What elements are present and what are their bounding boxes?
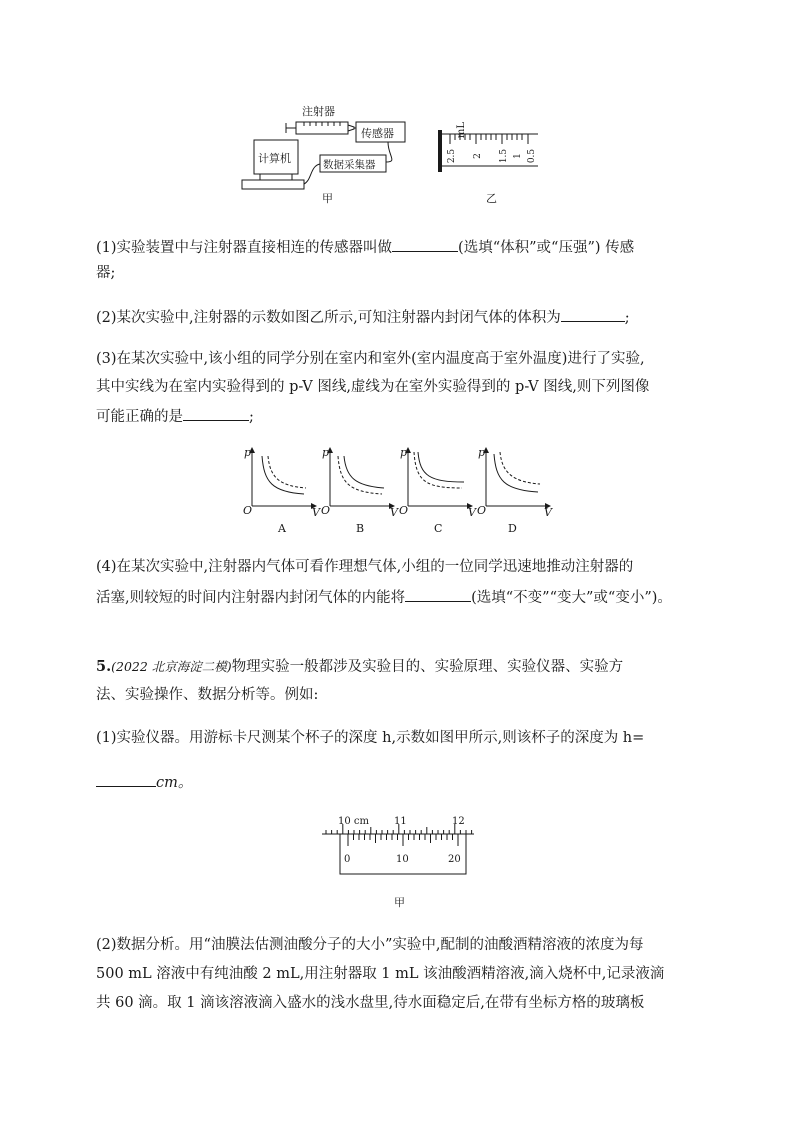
q2-line: [96, 306, 630, 328]
scale-tick-label: 2: [473, 153, 483, 159]
q2-text-after: ;: [624, 310, 630, 326]
q3-line2: 其中实线为在室内实验得到的 p-V 图线,虚线为在室外实验得到的 p-V 图线,则下列图像: [96, 379, 650, 395]
q5-sub2-line3: 共 60 滴。取 1 滴该溶液滴入盛水的浅水盘里,待水面稳定后,在带有坐标方格的玻璃板: [96, 995, 645, 1011]
q5-source: (2022 北京海淀二模): [111, 659, 232, 674]
graph-a: [243, 446, 321, 535]
origin-label: O: [321, 504, 331, 517]
q5-sub1-answer-blank[interactable]: [96, 771, 156, 787]
axis-p-label: p: [400, 446, 408, 459]
q1-text-after: (选填“体积”或“压强”) 传感: [458, 240, 635, 256]
q4-line2: [96, 586, 672, 608]
q1-answer-blank[interactable]: [392, 236, 458, 252]
q3-answer-blank[interactable]: [183, 405, 249, 421]
q4-line1: (4)在某次实验中,注射器内气体可看作理想气体,小组的一位同学迅速地推动注射器的: [96, 559, 634, 575]
main-scale-label: 10 cm: [338, 816, 369, 827]
pv-graphs: [238, 442, 558, 540]
syringe-label: 注射器: [302, 105, 335, 118]
q3-text-before: 可能正确的是: [96, 409, 183, 425]
axis-p-label: p: [322, 446, 330, 459]
axis-v-label: V: [468, 506, 476, 519]
q1-line1: [96, 236, 634, 258]
q5-sub2-line1: (2)数据分析。用“油膜法估测油酸分子的大小”实验中,配制的油酸酒精溶液的浓度为每: [96, 937, 644, 953]
syringe-scale-figure: [430, 112, 550, 208]
main-scale-label: 11: [394, 816, 407, 827]
collector-label: 数据采集器: [323, 159, 376, 171]
q5-sub1-line2: [96, 771, 192, 793]
axis-p-label: p: [478, 446, 486, 459]
graph-b: [321, 446, 399, 535]
scale-tick-label: 2.5: [447, 148, 457, 164]
q5-line1: [96, 657, 623, 677]
q4-answer-blank[interactable]: [405, 586, 471, 602]
computer-label: 计算机: [258, 152, 291, 165]
vernier-scale-label: 10: [396, 854, 409, 865]
apparatus-figure: [238, 100, 418, 208]
dashed-curve: [414, 452, 462, 488]
solid-curve: [344, 456, 384, 488]
q5-sub2-line2: 500 mL 溶液中有纯油酸 2 mL,用注射器取 1 mL 该油酸酒精溶液,滴入烧杯中,记录液滴: [96, 966, 665, 982]
dashed-curve: [500, 452, 540, 484]
q3-line1: (3)在某次实验中,该小组的同学分别在室内和室外(室内温度高于室外温度)进行了实验,: [96, 351, 645, 367]
vernier-scale-label: 0: [344, 854, 351, 865]
cable-computer: [304, 164, 320, 184]
graph-d: [477, 446, 553, 535]
scale-tick-label: 1.5: [499, 148, 509, 164]
q1-text-before: (1)实验装置中与注射器直接相连的传感器叫做: [96, 240, 393, 256]
cable-sensor: [386, 142, 392, 162]
graph-a-label: A: [278, 522, 286, 535]
axis-v-label: V: [312, 506, 320, 519]
graph-c-label: C: [434, 522, 443, 535]
dashed-curve: [268, 456, 306, 488]
q3-text-after: ;: [249, 409, 254, 425]
vernier-caliper-figure: [318, 810, 478, 910]
graph-c: [399, 446, 477, 535]
origin-label: O: [243, 504, 253, 517]
scale-tick-label: 0.5: [527, 148, 537, 164]
q5-text: 物理实验一般都涉及实验目的、实验原理、实验仪器、实验方: [231, 659, 624, 675]
graph-d-label: D: [508, 522, 517, 535]
vernier-scale-label: 20: [448, 854, 461, 865]
sensor-label: 传感器: [361, 127, 394, 140]
caliper-caption: 甲: [394, 896, 405, 909]
q4-text-after: (选填“不变”“变大”或“变小”)。: [471, 590, 672, 606]
q5-number: 5.: [96, 658, 112, 675]
q5-sub1-unit: cm。: [156, 775, 193, 791]
main-scale-label: 12: [452, 816, 465, 827]
graph-b-label: B: [356, 522, 365, 535]
solid-curve: [418, 452, 464, 482]
q5-line2: 法、实验操作、数据分析等。例如:: [96, 687, 319, 703]
caption-jia: 甲: [322, 192, 333, 205]
axis-p-label: p: [244, 446, 252, 459]
q3-line3: [96, 405, 254, 427]
origin-label: O: [399, 504, 409, 517]
axis-v-label: V: [544, 506, 552, 519]
scale-tick-label: 1: [513, 153, 523, 159]
caption-yi: 乙: [486, 192, 497, 205]
q2-text-before: (2)某次实验中,注射器的示数如图乙所示,可知注射器内封闭气体的体积为: [96, 310, 561, 326]
q5-sub1-line1: (1)实验仪器。用游标卡尺测某个杯子的深度 h,示数如图甲所示,则该杯子的深度为 h=: [96, 730, 645, 746]
q4-text-before: 活塞,则较短的时间内注射器内封闭气体的内能将: [96, 590, 406, 606]
solid-curve: [494, 454, 538, 492]
axis-v-label: V: [390, 506, 398, 519]
origin-label: O: [477, 504, 487, 517]
q2-answer-blank[interactable]: [561, 306, 625, 322]
q1-line2: 器;: [96, 265, 116, 281]
syringe-unit: mL: [456, 122, 467, 139]
